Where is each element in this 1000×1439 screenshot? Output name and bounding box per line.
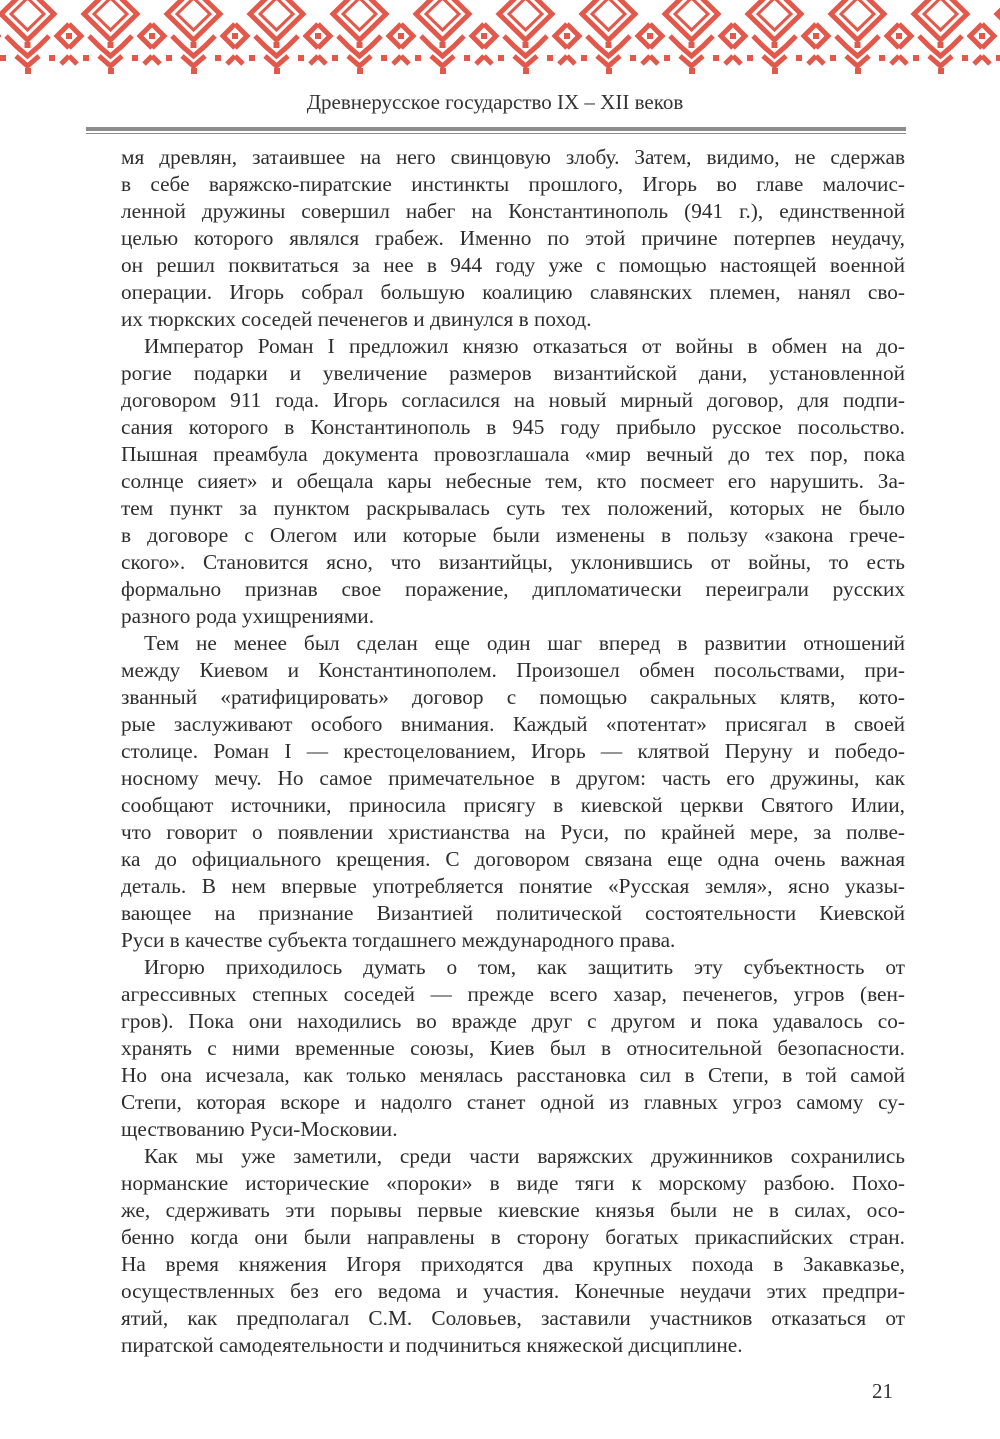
text-line: бенно когда они были направлены в сторону богатых прикаспийских стран. bbox=[121, 1225, 905, 1249]
text-line: норманские исторические «пороки» в виде тяги к морскому разбою. Похо- bbox=[121, 1171, 905, 1195]
text-line: Руси в качестве субъекта тогдашнего международного права. bbox=[121, 928, 676, 952]
text-line: деталь. В нем впервые употребляется понятие «Русская земля», ясно указы- bbox=[121, 874, 905, 898]
text-line: целью которого являлся грабеж. Именно по этой причине потерпев неудачу, bbox=[121, 226, 905, 250]
text-line: На время княжения Игоря приходятся два крупных похода в Закавказье, bbox=[121, 1252, 905, 1276]
text-line: ского». Становится ясно, что византийцы, уклонившись от войны, то есть bbox=[121, 550, 905, 574]
text-line: вающее на признание Византией политической состоятельности Киевской bbox=[121, 901, 905, 925]
text-line: Как мы уже заметили, среди части варяжских дружинников сохранились bbox=[144, 1144, 905, 1168]
paragraph bbox=[121, 144, 905, 333]
text-line: между Киевом и Константинополем. Произошел обмен посольствами, при- bbox=[121, 658, 905, 682]
text-line: операции. Игорь собрал большую коалицию славянских племен, нанял сво- bbox=[121, 280, 905, 304]
text-line: гров). Пока они находились во вражде друг с другом и пока удавалось со- bbox=[121, 1009, 905, 1033]
text-line: их тюркских соседей печенегов и двинулся в поход. bbox=[121, 307, 592, 331]
text-line: же, сдерживать эти порывы первые киевские князья были не в силах, осо- bbox=[121, 1198, 905, 1222]
text-line: ка до официального крещения. С договором связана еще одна очень важная bbox=[121, 847, 905, 871]
text-line: мя древлян, затаившее на него свинцовую злобу. Затем, видимо, не сдержав bbox=[121, 145, 905, 169]
text-line: в договоре с Олегом или которые были изменены в пользу «закона грече- bbox=[121, 523, 905, 547]
text-line: ленной дружины совершил набег на Константинополь (941 г.), единственной bbox=[121, 199, 905, 223]
text-line: солнце сияет» и обещала кары небесные тем, кто посмеет его нарушить. За- bbox=[121, 469, 905, 493]
text-line: хранять с ними временные союзы, Киев был в относительной безопасности. bbox=[121, 1036, 905, 1060]
text-line: осуществленных без его ведома и участия. Конечные неудачи этих предпри- bbox=[121, 1279, 905, 1303]
header-rule-thick bbox=[86, 127, 906, 131]
text-line: ществованию Руси-Московии. bbox=[121, 1117, 398, 1141]
text-line: ятий, как предполагал С.М. Соловьев, заставили участников отказаться от bbox=[121, 1306, 905, 1330]
text-line: разного рода ухищрениями. bbox=[121, 604, 375, 628]
text-line: сообщают источники, приносила присягу в киевской церкви Святого Илии, bbox=[121, 793, 905, 817]
page-number: 21 bbox=[872, 1379, 893, 1403]
text-line: тем пункт за пунктом раскрывалась суть тех положений, которых не было bbox=[121, 496, 905, 520]
header-rule-thin bbox=[86, 133, 906, 134]
paragraph bbox=[121, 954, 905, 1143]
text-line: договором 911 года. Игорь согласился на новый мирный договор, для подпи- bbox=[121, 388, 905, 412]
text-line: в себе варяжско-пиратские инстинкты прошлого, Игорь во главе малочис- bbox=[121, 172, 905, 196]
text-line: Тем не менее был сделан еще один шаг вперед в развитии отношений bbox=[144, 631, 905, 655]
text-line: Император Роман I предложил князю отказаться от войны в обмен на до- bbox=[144, 334, 905, 358]
folk-ornament-border bbox=[0, 0, 1000, 75]
text-line: Степи, которая вскоре и надолго станет одной из главных угроз самому су- bbox=[121, 1090, 905, 1114]
text-line: агрессивных степных соседей — прежде всего хазар, печенегов, угров (вен- bbox=[121, 982, 905, 1006]
text-line: носному мечу. Но самое примечательное в другом: часть его дружины, как bbox=[121, 766, 905, 790]
text-line: рые заслуживают особого внимания. Каждый «потентат» присягал в своей bbox=[121, 712, 905, 736]
body-text bbox=[121, 144, 905, 1359]
text-line: формально признав свое поражение, дипломатически переиграли русских bbox=[121, 577, 905, 601]
text-line: он решил поквитаться за нее в 944 году уже с помощью настоящей военной bbox=[121, 253, 905, 277]
text-line: пиратской самодеятельности и подчиниться княжеской дисциплине. bbox=[121, 1333, 743, 1357]
running-head-title: Древнерусское государство IX – XII веков bbox=[306, 90, 684, 114]
text-line: столице. Роман I — крестоцелованием, Игорь — клятвой Перуну и победо- bbox=[121, 739, 905, 763]
paragraph bbox=[121, 630, 905, 954]
text-line: Но она исчезала, как только менялась расстановка сил в Степи, в той самой bbox=[121, 1063, 905, 1087]
text-line: Пышная преамбула документа провозглашала «мир вечный до тех пор, пока bbox=[121, 442, 905, 466]
paragraph bbox=[121, 333, 905, 630]
text-line: званный «ратифицировать» договор с помощью сакральных клятв, кото- bbox=[121, 685, 905, 709]
paragraph bbox=[121, 1143, 905, 1359]
text-line: рогие подарки и увеличение размеров византийской дани, установленной bbox=[121, 361, 905, 385]
text-line: сания которого в Константинополь в 945 году прибыло русское посольство. bbox=[121, 415, 905, 439]
text-line: Игорю приходилось думать о том, как защитить эту субъектность от bbox=[144, 955, 905, 979]
text-line: что говорит о появлении христианства на Руси, по крайней мере, за полве- bbox=[121, 820, 905, 844]
